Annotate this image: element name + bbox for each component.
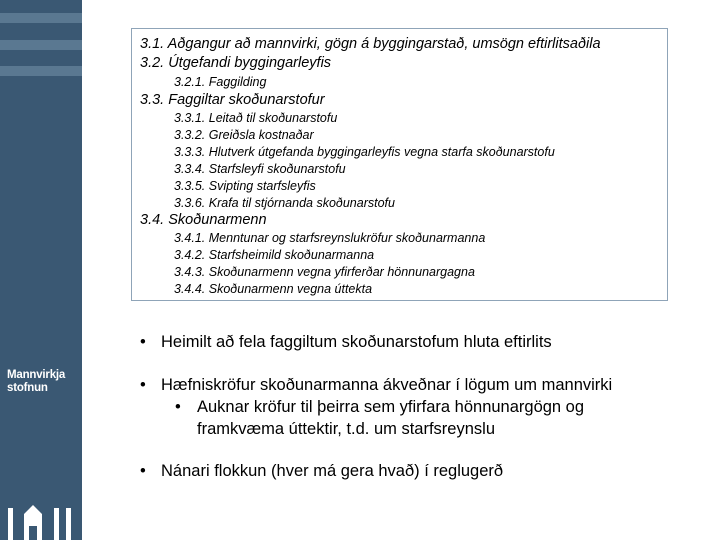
toc-item: 3.3. Faggiltar skoðunarstofur — [140, 92, 325, 108]
toc-item: 3.3.2. Greiðsla kostnaðar — [174, 128, 314, 142]
sidebar — [0, 0, 82, 540]
bullet-marker: • — [140, 462, 146, 480]
toc-item: 3.3.5. Svipting starfsleyfis — [174, 179, 316, 193]
table-of-contents — [131, 28, 668, 301]
bullet-text: Heimilt að fela faggiltum skoðunarstofum hluta eftirlits — [161, 333, 552, 351]
toc-item: 3.3.1. Leitað til skoðunarstofu — [174, 111, 338, 125]
bullet-text: Auknar kröfur til þeirra sem yfirfara hönnunargögn og — [197, 398, 585, 416]
sidebar-stripe — [0, 13, 82, 23]
toc-item: 3.3.6. Krafa til stjórnanda skoðunarstofu — [174, 196, 395, 210]
logo-line: Mannvirkja — [7, 369, 66, 381]
bullet-text: Nánari flokkun (hver má gera hvað) í reglugerð — [161, 462, 504, 480]
bullet-marker: • — [175, 398, 181, 416]
toc-item: 3.1. Aðgangur að mannvirki, gögn á byggingarstað, umsögn eftirlitsaðila — [140, 36, 601, 52]
toc-item: 3.4.4. Skoðunarmenn vegna úttekta — [174, 282, 373, 296]
sidebar-stripe — [0, 66, 82, 76]
toc-item: 3.2.1. Faggilding — [174, 75, 267, 89]
bullet-text: Hæfniskröfur skoðunarmanna ákveðnar í lögum um mannvirki — [161, 376, 613, 394]
toc-item: 3.3.4. Starfsleyfi skoðunarstofu — [174, 162, 346, 176]
logo-text — [7, 369, 65, 395]
bullet-marker: • — [140, 333, 146, 351]
logo-line: stofnun — [7, 382, 48, 394]
toc-item: 3.4.1. Menntunar og starfsreynslukröfur skoðunarmanna — [174, 231, 486, 245]
bullet-text: framkvæma úttektir, t.d. um starfsreynslu — [197, 420, 495, 438]
toc-item: 3.4.3. Skoðunarmenn vegna yfirferðar hönnunargagna — [174, 265, 475, 279]
toc-item: 3.3.3. Hlutverk útgefanda byggingarleyfis vegna starfa skoðunarstofu — [174, 145, 555, 159]
toc-item: 3.4. Skoðunarmenn — [140, 212, 267, 228]
building-bars-icon — [8, 500, 74, 540]
toc-item: 3.4.2. Starfsheimild skoðunarmanna — [174, 248, 375, 262]
toc-item: 3.2. Útgefandi byggingarleyfis — [140, 55, 332, 71]
sidebar-stripe — [0, 40, 82, 50]
bullet-marker: • — [140, 376, 146, 394]
